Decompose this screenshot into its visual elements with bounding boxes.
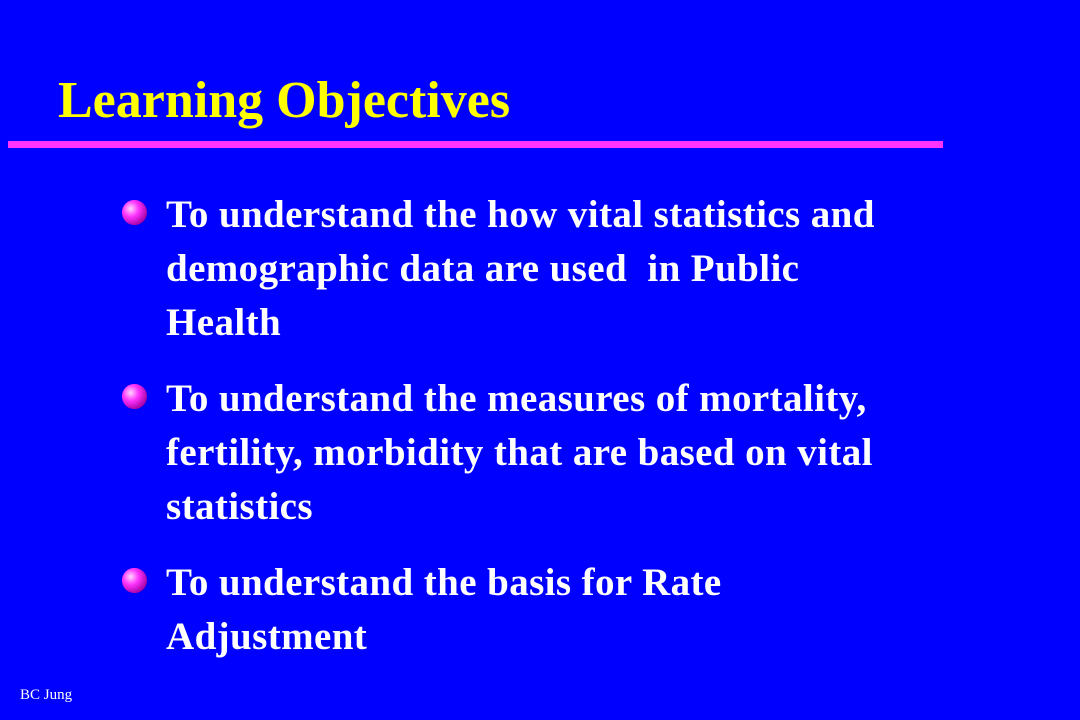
bullet-item [120, 188, 920, 350]
bullet-item [120, 556, 920, 664]
pink-sphere-bullet-icon [120, 566, 149, 595]
bullet-text: To understand the measures of mortality, fertility, morbidity that are based on vital statistics [166, 377, 873, 528]
slide-title: Learning Objectives [58, 72, 511, 129]
bullet-text: To understand the basis for Rate Adjustment [166, 561, 722, 658]
bullet-list [120, 188, 920, 686]
pink-sphere-bullet-icon [120, 382, 149, 411]
slide-footer: BC Jung [20, 687, 73, 703]
pink-sphere-bullet-icon [120, 198, 149, 227]
bullet-item [120, 372, 920, 534]
title-underline [8, 141, 943, 148]
bullet-text: To understand the how vital statistics and demographic data are used in Public Health [166, 193, 885, 344]
